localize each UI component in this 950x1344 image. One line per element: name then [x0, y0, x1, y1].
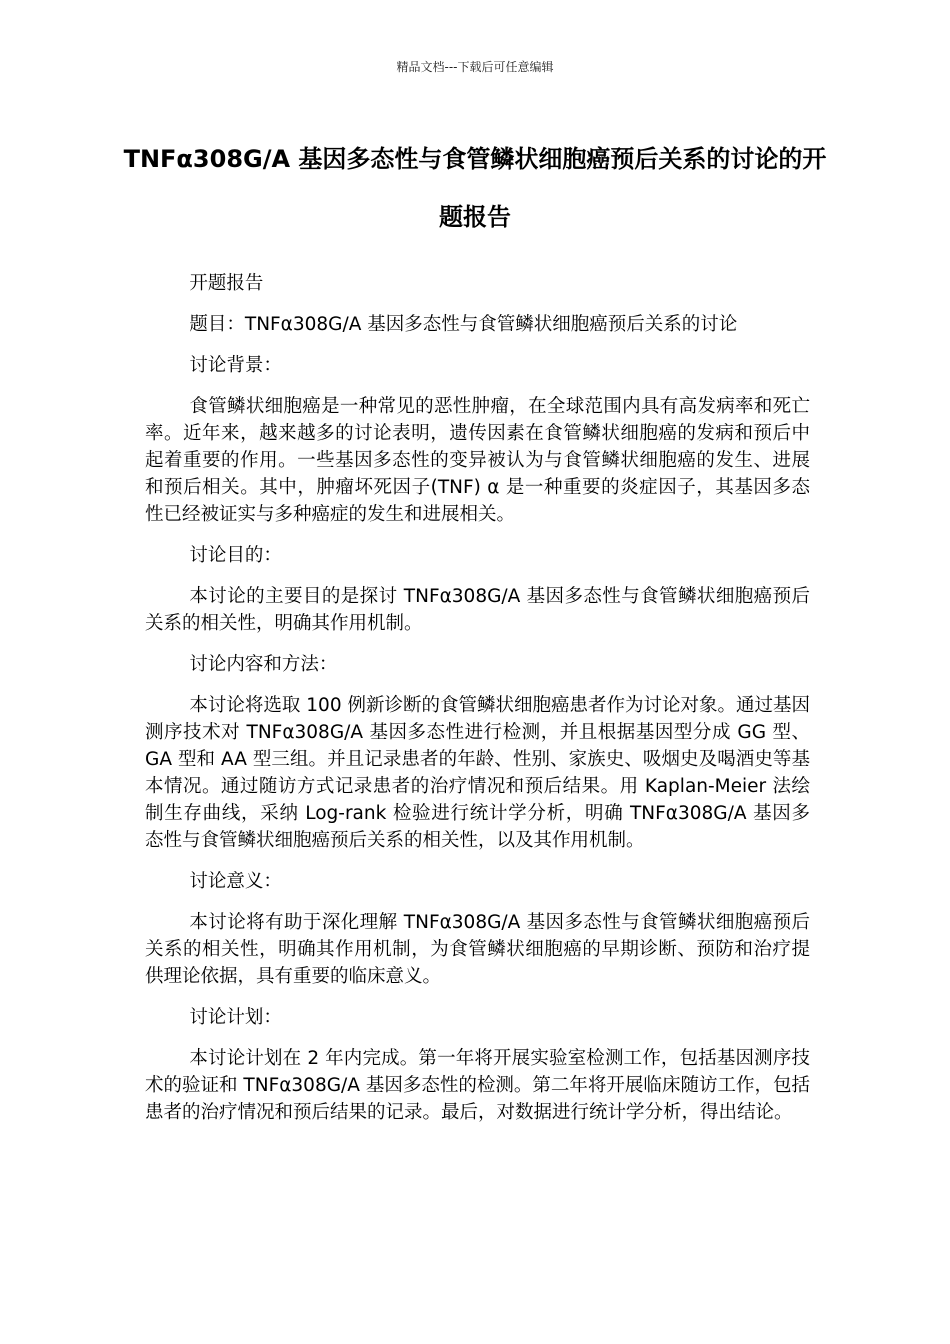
methods-heading: 讨论内容和方法：: [189, 654, 338, 675]
significance-heading: 讨论意义：: [189, 871, 282, 892]
document-title: TNFα308G/A 基因多态性与食管鳞状细胞癌预后关系的讨论的开题报告: [123, 145, 827, 231]
purpose-heading: 讨论目的：: [189, 545, 282, 566]
topic-line: 题目：TNFα308G/A 基因多态性与食管鳞状细胞癌预后关系的讨论: [189, 314, 738, 335]
report-label: 开题报告: [189, 273, 264, 294]
methods-paragraph: 本讨论将选取 100 例新诊断的食管鳞状细胞癌患者作为讨论对象。通过基因测序技术对 TNFα308G/A 基因多态性进行检测，并且根据基因型分成 GG 型、GA 型和 AA 型三组。并且记录患者的年龄、性别、家族史、吸烟史及喝酒史等基本情况。通过随访方式记录患者的治疗情况和预后结果。用 Kaplan-Meier 法绘制生存曲线，采纳 Log-rank 检验进行统计学分析，明确 TNFα308G/A 基因多态性与食管鳞状细胞癌预后关系的相关性，以及其作用机制。: [145, 695, 810, 851]
significance-paragraph: 本讨论将有助于深化理解 TNFα308G/A 基因多态性与食管鳞状细胞癌预后关系的相关性，明确其作用机制，为食管鳞状细胞癌的早期诊断、预防和治疗提供理论依据，具有重要的临床意义。: [145, 912, 810, 987]
plan-paragraph: 本讨论计划在 2 年内完成。第一年将开展实验室检测工作，包括基因测序技术的验证和 TNFα308G/A 基因多态性的检测。第二年将开展临床随访工作，包括患者的治疗情况和预后结果的记录。最后，对数据进行统计学分析，得出结论。: [145, 1048, 810, 1123]
background-paragraph: 食管鳞状细胞癌是一种常见的恶性肿瘤，在全球范围内具有高发病率和死亡率。近年来，越来越多的讨论表明，遗传因素在食管鳞状细胞癌的发病和预后中起着重要的作用。一些基因多态性的变异被认为与食管鳞状细胞癌的发生、进展和预后相关。其中，肿瘤坏死因子(TNF) α 是一种重要的炎症因子，其基因多态性已经被证实与多种癌症的发生和进展相关。: [145, 396, 810, 525]
plan-heading: 讨论计划：: [189, 1007, 282, 1028]
purpose-paragraph: 本讨论的主要目的是探讨 TNFα308G/A 基因多态性与食管鳞状细胞癌预后关系的相关性，明确其作用机制。: [145, 586, 810, 634]
document-body: [145, 270, 810, 1140]
background-heading: 讨论背景：: [189, 355, 282, 376]
page-header-note: 精品文档---下载后可任意编辑: [396, 60, 554, 74]
